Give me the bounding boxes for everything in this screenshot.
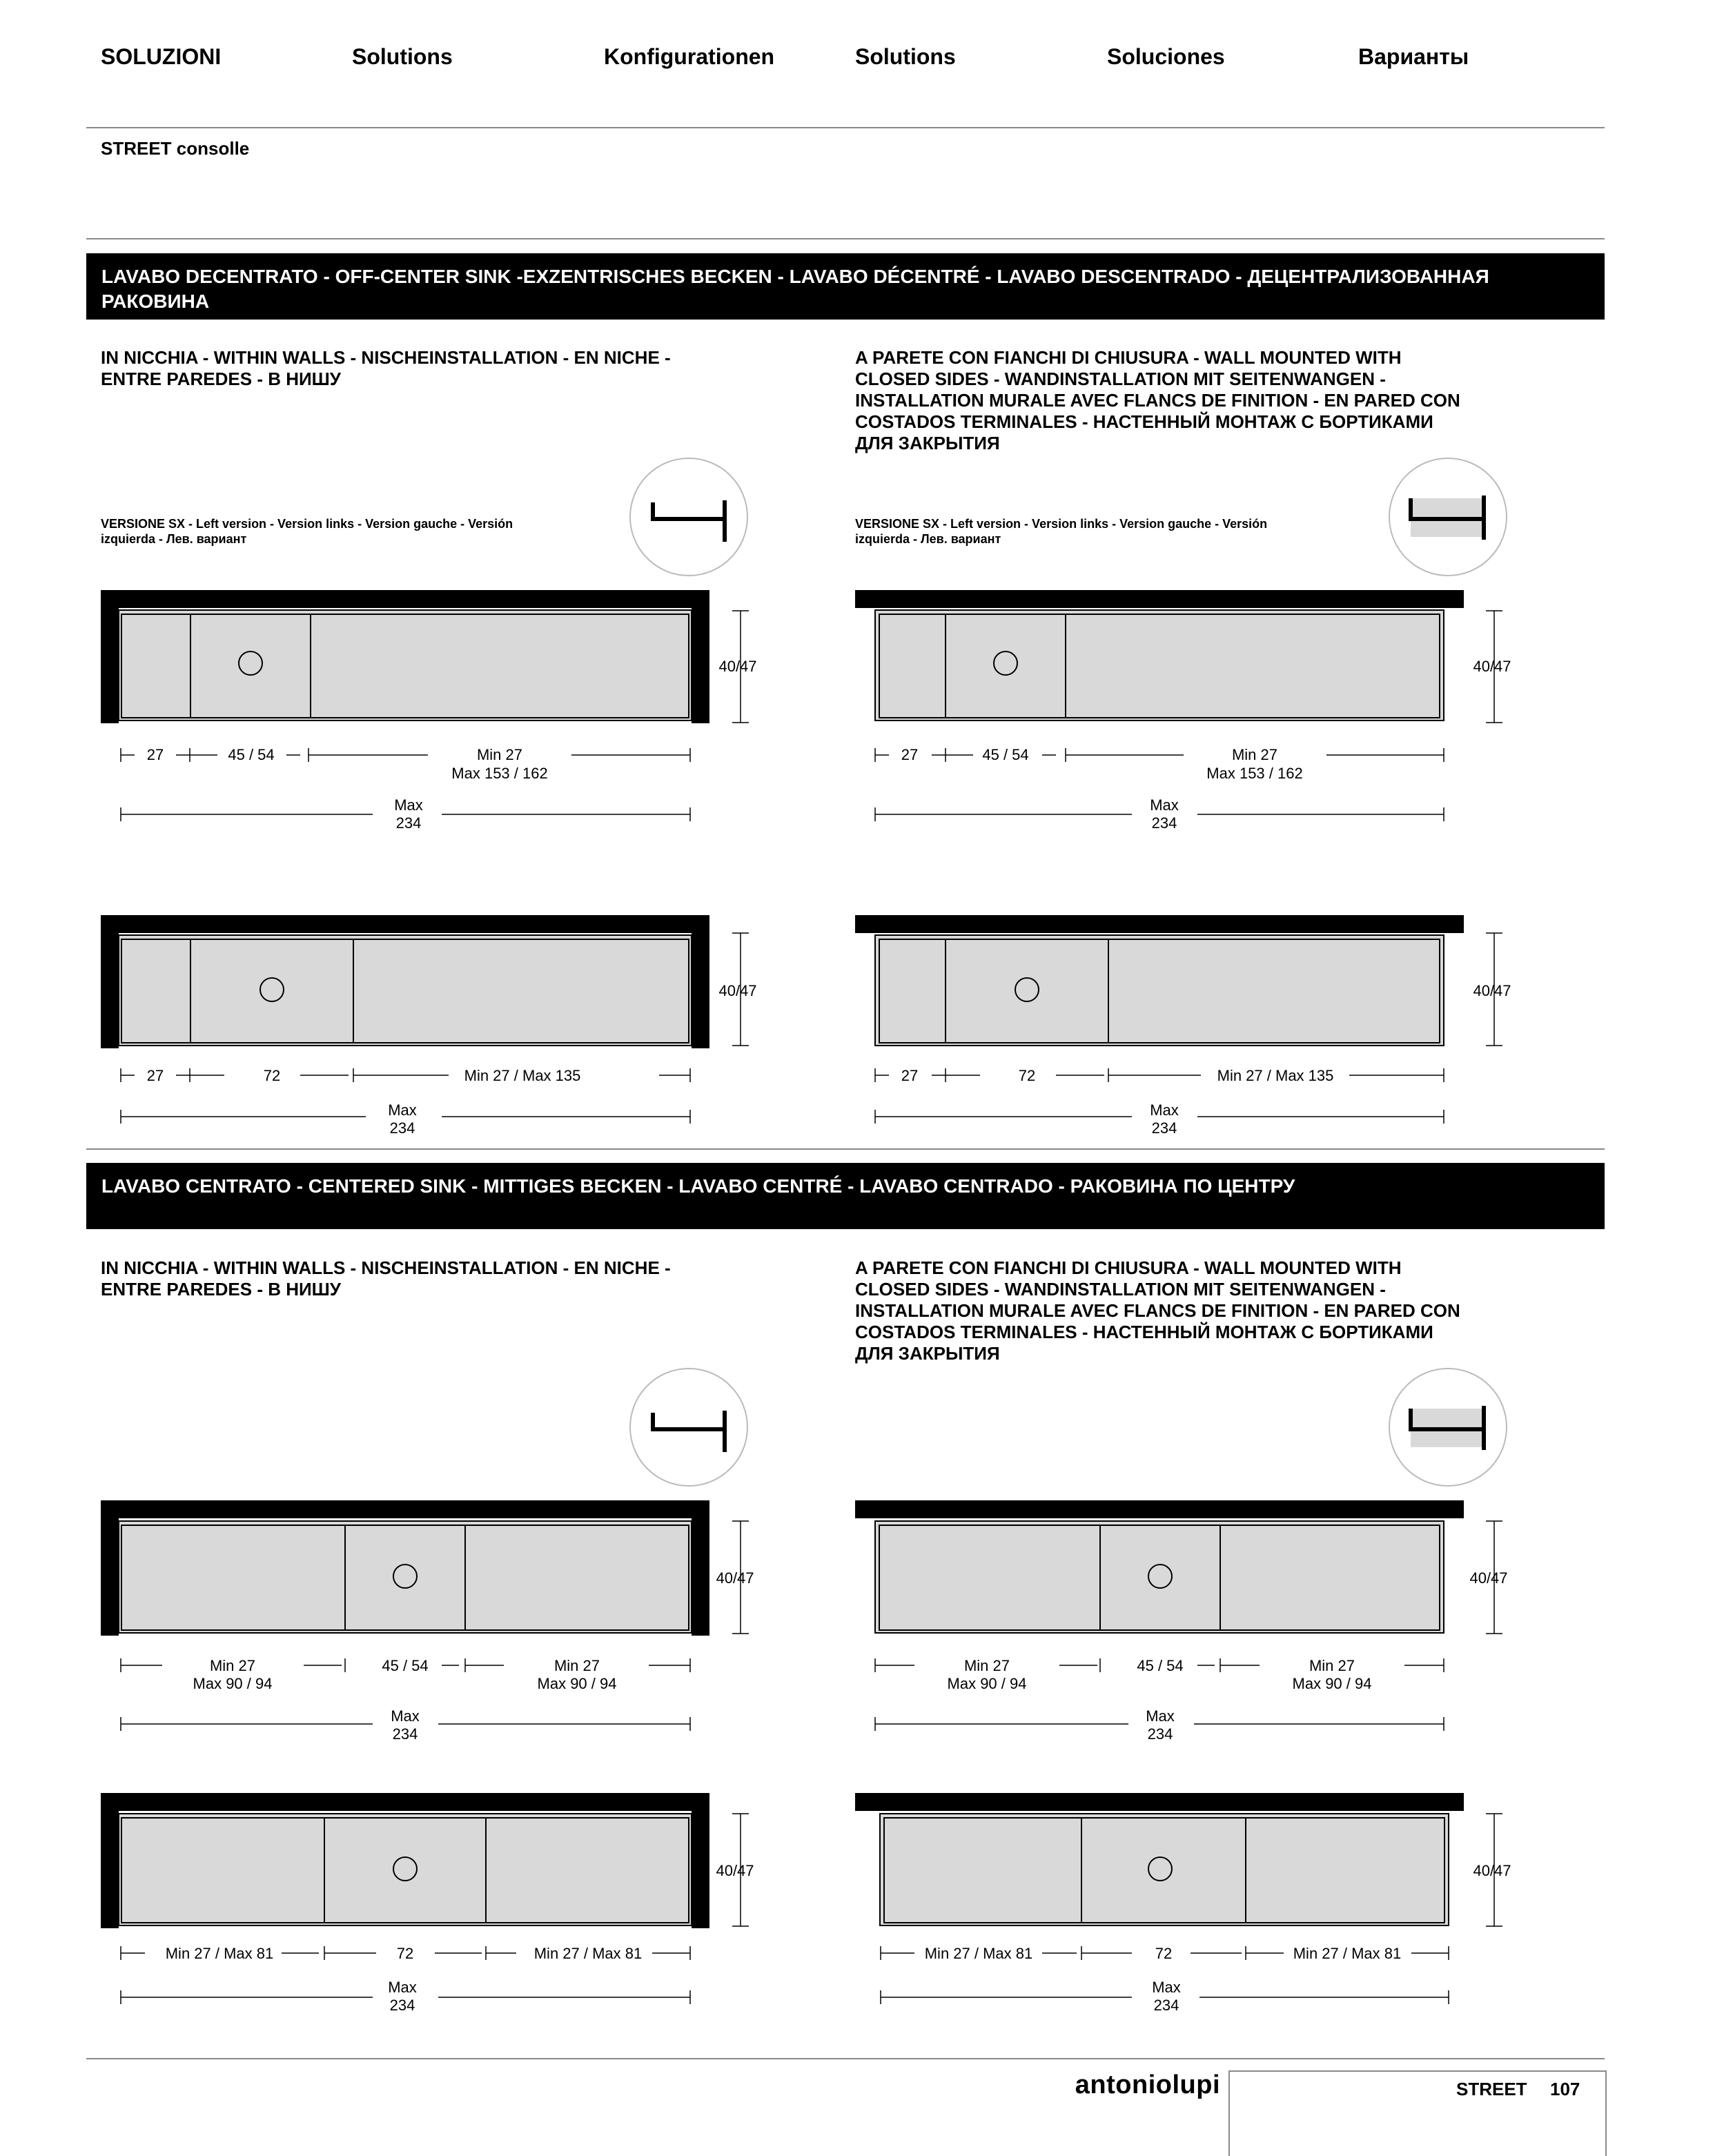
niche-plan-icon [630,458,747,576]
product-subtitle: STREET consolle [101,138,250,159]
dimension-label: Max 90 / 94 [947,1675,1027,1692]
height-label: 40/47 [716,1862,754,1879]
dimension-label: Min 27 / Max 81 [165,1945,274,1962]
header-lang-es: Soluciones [1107,44,1225,69]
cabinet-elevation [101,590,709,723]
dimension-label: Min 27 [963,1657,1010,1674]
header-lang-ru: Варианты [1358,44,1469,69]
collection-name: STREET [1456,2079,1527,2099]
total-label: 234 [1151,1119,1177,1137]
cabinet-elevation [101,1793,709,1928]
dimension-label: Max 90 / 94 [537,1675,617,1692]
dimension-label: 27 [146,1067,164,1084]
version-note: VERSIONE SX - Left version - Version links - Version gauche - Versión izquierda - Лев. вариант [101,517,513,546]
page-number: 107 [1550,2079,1580,2099]
dimension-label: 27 [146,746,164,763]
height-label: 40/47 [1469,1569,1508,1587]
height-label: 40/47 [1473,982,1511,999]
dimension-label: Min 27 [209,1657,256,1674]
dimension-label: Min 27 / Max 135 [1217,1067,1334,1084]
installation-heading-wall: A PARETE CON FIANCHI DI CHIUSURA - WALL MOUNTED WITH CLOSED SIDES - WANDINSTALLATION MIT SEITENWANGEN - INSTALLATION MURALE AVEC FLANCS DE FINITION - EN PARED CON COSTADOS TERMINALES - НАСТЕННЫЙ МОНТАЖ С БОРТИКАМИ ДЛЯ ЗАКРЫТИЯ [855,347,1460,453]
dimension-label: Min 27 [1309,1657,1355,1674]
dimension-label: Min 27 / Max 81 [924,1945,1033,1962]
dimension-label: Max 90 / 94 [1292,1675,1372,1692]
dimension-label: Min 27 / Max 81 [1293,1945,1402,1962]
installation-heading-niche: IN NICCHIA - WITHIN WALLS - NISCHEINSTALLATION - EN NICHE -ENTRE PAREDES - В НИШУ [101,1257,671,1300]
total-label: 234 [395,814,422,832]
cabinet-elevation [855,1793,1464,1925]
dimension-label: 45 / 54 [1137,1657,1184,1674]
total-label: Max [388,1979,417,1996]
section-title-centered: LAVABO CENTRATO - CENTERED SINK - MITTIGES BECKEN - LAVABO CENTRÉ - LAVABO CENTRADO - РАКОВИНА ПО ЦЕНТРУ [86,1163,1605,1229]
brand-logo: antoniolupi [1075,2070,1220,2099]
version-note: VERSIONE SX - Left version - Version links - Version gauche - Versión izquierda - Лев. вариант [855,517,1268,546]
wall-plan-icon [1389,458,1507,576]
height-label: 40/47 [718,982,757,999]
section-title-offcenter: LAVABO DECENTRATO - OFF-CENTER SINK -EXZENTRISCHES BECKEN - LAVABO DÉCENTRÉ - LAVABO DESCENTRADO - ДЕЦЕНТРАЛИЗОВАННАЯ РАКОВИНА [86,253,1605,320]
total-label: Max [1152,1979,1181,1996]
installation-heading-wall: A PARETE CON FIANCHI DI CHIUSURA - WALL MOUNTED WITH CLOSED SIDES - WANDINSTALLATION MIT SEITENWANGEN - INSTALLATION MURALE AVEC FLANCS DE FINITION - EN PARED CON COSTADOS TERMINALES - НАСТЕННЫЙ МОНТАЖ С БОРТИКАМИ ДЛЯ ЗАКРЫТИЯ [855,1257,1460,1364]
height-label: 40/47 [1473,658,1511,675]
dimension-label: 27 [901,1067,919,1084]
header-lang-it: SOLUZIONI [101,44,222,69]
total-label: 234 [389,1997,415,2014]
dimension-label: 72 [1155,1945,1173,1962]
dimension-label: 45 / 54 [382,1657,429,1674]
total-label: Max [388,1101,417,1119]
height-label: 40/47 [718,658,757,675]
total-label: 234 [1153,1997,1179,2014]
cabinet-elevation [101,915,709,1048]
total-label: Max [1146,1707,1175,1725]
dimension-label: Min 27 [554,1657,600,1674]
total-label: Max [394,796,423,814]
total-label: Max [1150,1101,1179,1119]
cabinet-elevation [855,915,1464,1046]
total-label: 234 [1147,1725,1173,1743]
total-label: 234 [392,1725,418,1743]
cabinet-elevation [101,1500,709,1636]
installation-heading-niche: IN NICCHIA - WITHIN WALLS - NISCHEINSTALLATION - EN NICHE -ENTRE PAREDES - В НИШУ [101,347,671,389]
cabinet-elevation [855,1500,1464,1633]
dimension-label: 72 [263,1067,281,1084]
dimension-label: 45 / 54 [982,746,1029,763]
dimension-label: Min 27 [476,746,523,763]
dimension-label: Max 153 / 162 [451,765,548,782]
dimension-label: Min 27 / Max 135 [464,1067,581,1084]
header-lang-de: Konfigurationen [604,44,775,69]
dimension-label: 72 [396,1945,414,1962]
total-label: 234 [1151,814,1177,832]
dimension-label: 45 / 54 [228,746,275,763]
dimension-label: Max 90 / 94 [193,1675,273,1692]
dimension-label: 72 [1018,1067,1036,1084]
height-label: 40/47 [1473,1862,1511,1879]
header-lang-fr: Solutions [855,44,956,69]
total-label: 234 [389,1119,415,1137]
header-lang-en: Solutions [352,44,453,69]
total-label: Max [391,1707,420,1725]
total-label: Max [1150,796,1179,814]
cabinet-elevation [855,590,1464,721]
dimension-label: Max 153 / 162 [1206,765,1303,782]
wall-plan-icon [1389,1369,1507,1486]
dimension-label: Min 27 [1231,746,1278,763]
dimension-label: 27 [901,746,919,763]
niche-plan-icon [630,1369,747,1486]
dimension-label: Min 27 / Max 81 [533,1945,643,1962]
height-label: 40/47 [716,1569,754,1587]
